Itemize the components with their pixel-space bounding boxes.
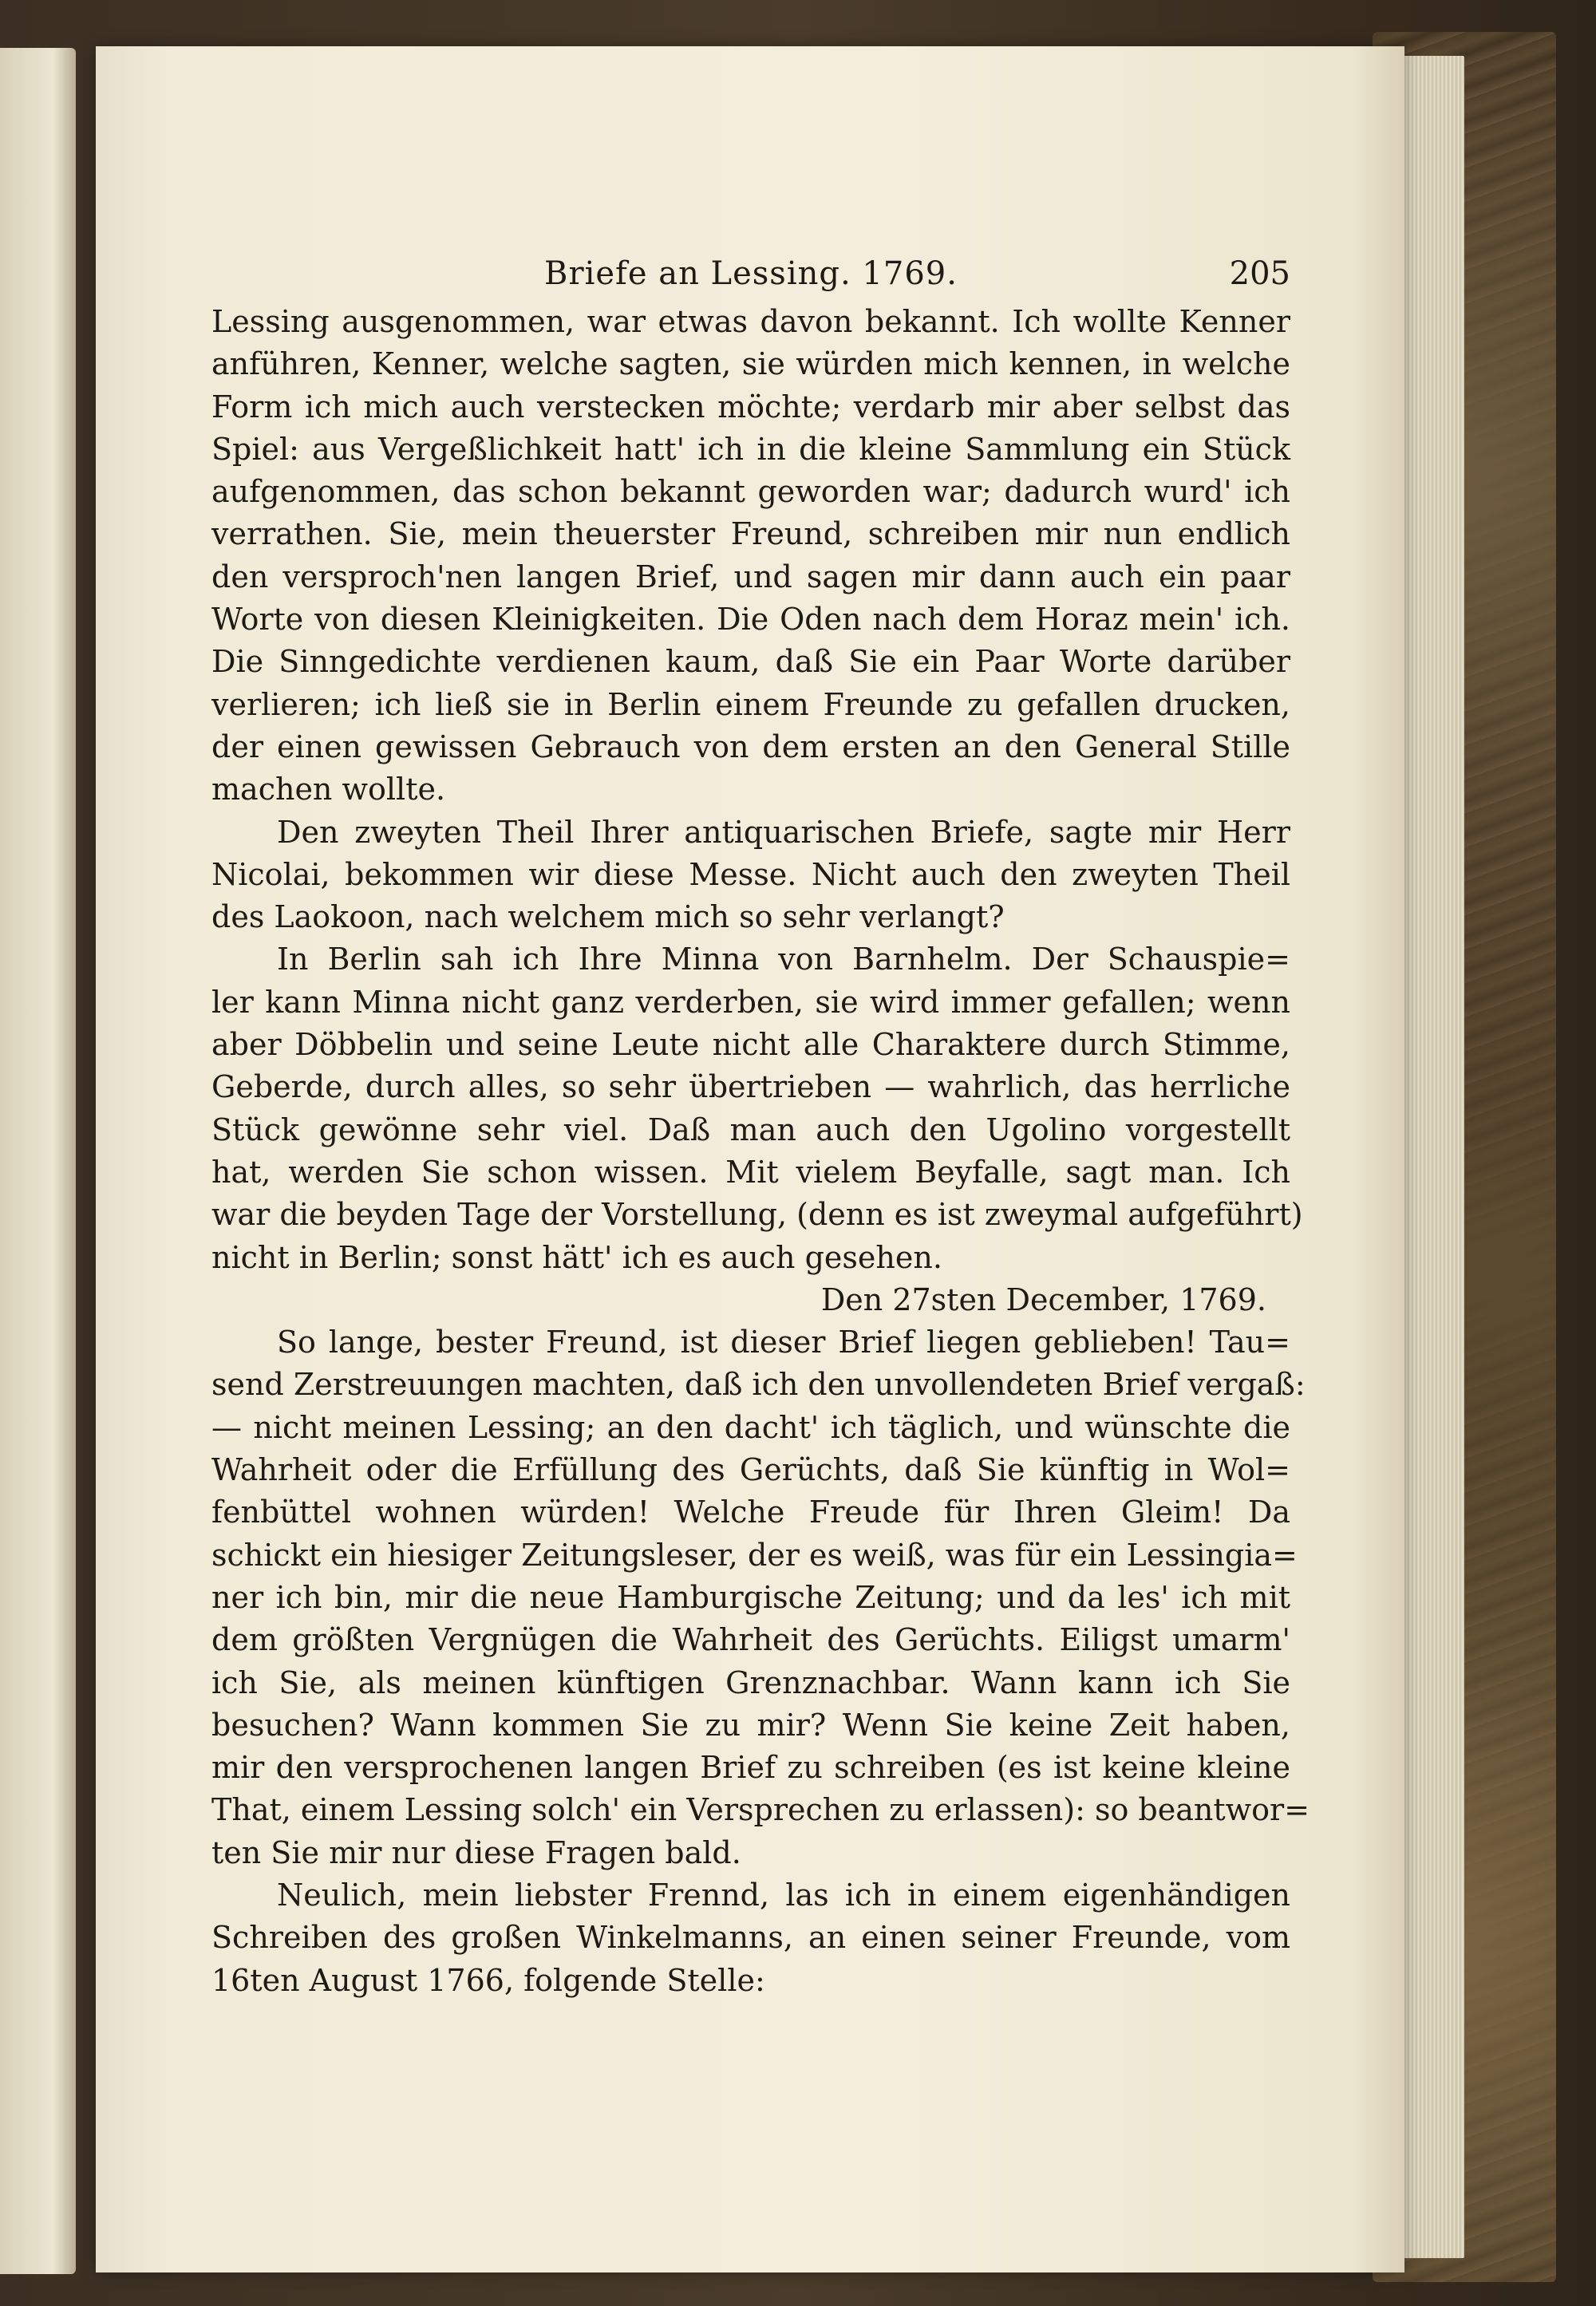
- text-line: anführen, Kenner, welche sagten, sie würden mich kennen, in welche: [211, 346, 1290, 382]
- text-line: ten Sie mir nur diese Fragen bald.: [211, 1834, 741, 1870]
- body-text: [211, 301, 1310, 2002]
- text-line: Nicolai, bekommen wir diese Messe. Nicht auch den zweyten Theil: [211, 856, 1290, 892]
- text-line: war die beyden Tage der Vorstellung, (denn es ist zweymal aufgeführt): [211, 1197, 1303, 1233]
- text-line: besuchen? Wann kommen Sie zu mir? Wenn Sie keine Zeit haben,: [211, 1707, 1290, 1743]
- text-line: ner ich bin, mir die neue Hamburgische Zeitung; und da les' ich mit: [211, 1579, 1290, 1615]
- text-line: Die Sinngedichte verdienen kaum, daß Sie ein Paar Worte darüber: [211, 644, 1290, 680]
- dateline: Den 27sten December, 1769.: [820, 1281, 1266, 1317]
- text-line: verlieren; ich ließ sie in Berlin einem Freunde zu gefallen drucken,: [211, 686, 1290, 722]
- book-page: [96, 46, 1404, 2272]
- text-line: aber Döbbelin und seine Leute nicht alle Charaktere durch Stimme,: [211, 1027, 1290, 1063]
- running-head: [211, 250, 1290, 298]
- text-line: That, einem Lessing solch' ein Versprechen zu erlassen): so beantwor=: [211, 1792, 1310, 1828]
- text-line: mir den versprochenen langen Brief zu schreiben (es ist keine kleine: [211, 1750, 1290, 1786]
- text-line: fenbüttel wohnen würden! Welche Freude für Ihren Gleim! Da: [211, 1495, 1290, 1530]
- text-block: [211, 250, 1310, 2002]
- text-line: des Laokoon, nach welchem mich so sehr verlangt?: [211, 899, 1005, 935]
- text-line: So lange, bester Freund, ist dieser Brief liegen geblieben! Tau=: [277, 1325, 1290, 1360]
- text-line: Worte von diesen Kleinigkeiten. Die Oden nach dem Horaz mein' ich.: [211, 602, 1290, 638]
- left-page-edge: [0, 48, 76, 2274]
- text-line: den versproch'nen langen Brief, und sagen mir dann auch ein paar: [211, 559, 1290, 594]
- text-line: send Zerstreuungen machten, daß ich den unvollendeten Brief vergaß:: [211, 1367, 1306, 1403]
- text-line: verrathen. Sie, mein theuerster Freund, schreiben mir nun endlich: [211, 516, 1290, 552]
- text-line: Lessing ausgenommen, war etwas davon bekannt. Ich wollte Kenner: [211, 304, 1290, 339]
- running-title: Briefe an Lessing. 1769.: [544, 255, 958, 292]
- text-line: Neulich, mein liebster Frennd, las ich in einem eigenhändigen: [277, 1877, 1290, 1913]
- text-line: Geberde, durch alles, so sehr übertrieben — wahrlich, das herrliche: [211, 1069, 1290, 1105]
- text-line: hat, werden Sie schon wissen. Mit vielem Beyfalle, sagt man. Ich: [211, 1154, 1290, 1190]
- text-line: Form ich mich auch verstecken möchte; verdarb mir aber selbst das: [211, 389, 1290, 424]
- text-line: — nicht meinen Lessing; an den dacht' ich täglich, und wünschte die: [211, 1409, 1290, 1445]
- text-line: nicht in Berlin; sonst hätt' ich es auch gesehen.: [211, 1239, 942, 1275]
- text-line: Den zweyten Theil Ihrer antiquarischen Briefe, sagte mir Herr: [277, 814, 1290, 850]
- text-line: In Berlin sah ich Ihre Minna von Barnhelm. Der Schauspie=: [277, 942, 1290, 977]
- text-line: Stück gewönne sehr viel. Daß man auch den Ugolino vorgestellt: [211, 1112, 1290, 1147]
- text-line: Spiel: aus Vergeßlichkeit hatt' ich in die kleine Sammlung ein Stück: [211, 431, 1290, 467]
- text-line: machen wollte.: [211, 772, 446, 807]
- text-line: der einen gewissen Gebrauch von dem ersten an den General Stille: [211, 729, 1290, 764]
- page-number: 205: [1229, 255, 1290, 292]
- text-line: 16ten August 1766, folgende Stelle:: [211, 1962, 765, 1998]
- text-line: Schreiben des großen Winkelmanns, an einen seiner Freunde, vom: [211, 1920, 1290, 1956]
- text-line: ich Sie, als meinen künftigen Grenznachbar. Wann kann ich Sie: [211, 1664, 1290, 1700]
- text-line: dem größten Vergnügen die Wahrheit des Gerüchts. Eiligst umarm': [211, 1622, 1290, 1658]
- text-line: Wahrheit oder die Erfüllung des Gerüchts, daß Sie künftig in Wol=: [211, 1452, 1290, 1488]
- text-line: aufgenommen, das schon bekannt geworden war; dadurch wurd' ich: [211, 474, 1290, 510]
- text-line: schickt ein hiesiger Zeitungsleser, der es weiß, was für ein Lessingia=: [211, 1537, 1298, 1573]
- text-line: ler kann Minna nicht ganz verderben, sie wird immer gefallen; wenn: [211, 984, 1290, 1020]
